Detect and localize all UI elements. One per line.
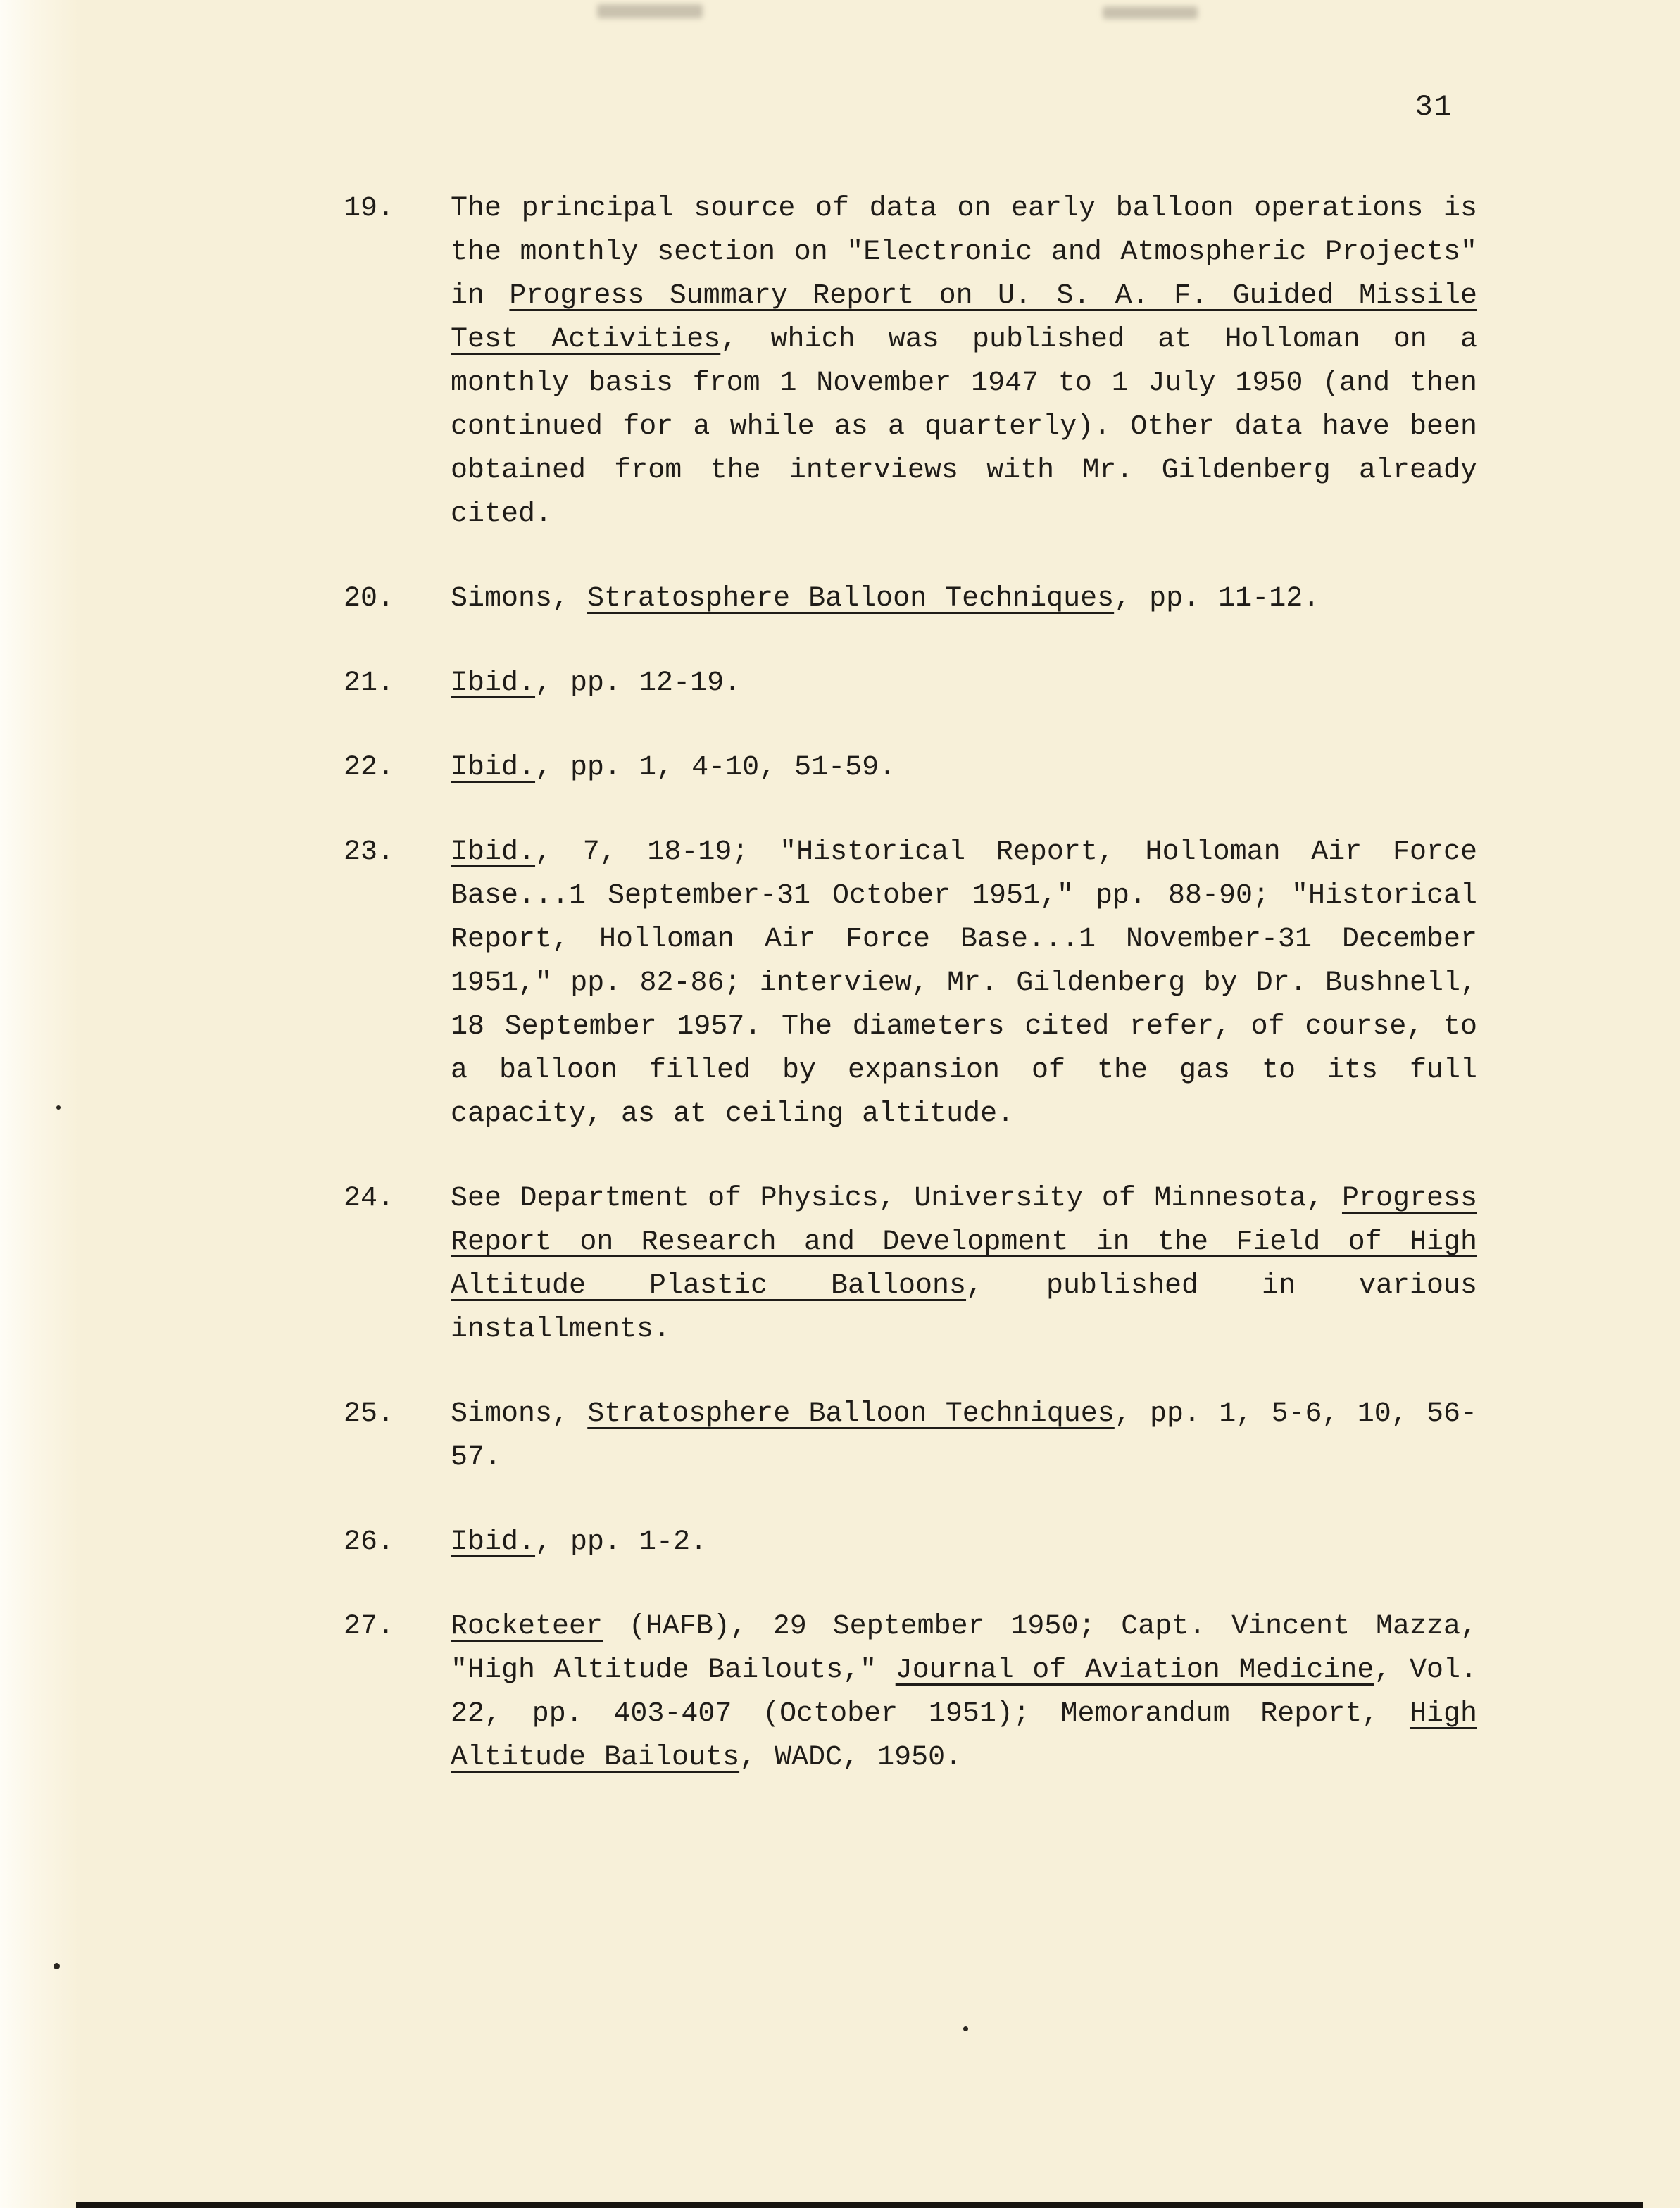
underlined-title: Rocketeer xyxy=(451,1611,603,1643)
underlined-title: Ibid. xyxy=(451,667,536,699)
page-number: 31 xyxy=(1415,90,1453,124)
underlined-title: Progress Report on Research and Development in the Field of High Altitude Plastic Balloons xyxy=(451,1183,1477,1302)
note-text xyxy=(451,1605,1477,1780)
note-segment: See Department of Physics, University of Minnesota, xyxy=(451,1183,1342,1215)
note-segment: Simons, xyxy=(451,1398,588,1430)
note-number: 19. xyxy=(344,193,395,225)
scan-smudge xyxy=(1103,6,1198,19)
note-text xyxy=(451,831,1477,1136)
notes-list xyxy=(344,187,1477,1821)
note-number: 21. xyxy=(344,667,395,699)
note-number: 23. xyxy=(344,836,395,868)
note-segment: , which was published at Holloman on a monthly basis from 1 November 1947 to 1 July 1950 (and then continued for a while as a quarterly). Other data have been obtained from the interviews with Mr. Gildenberg already cited. xyxy=(451,324,1477,530)
underlined-title: Stratosphere Balloon Techniques xyxy=(587,583,1115,615)
underlined-title: High Altitude Bailouts xyxy=(451,1698,1477,1774)
note-text xyxy=(451,1393,1477,1480)
note-item xyxy=(344,1177,1477,1352)
note-segment: (HAFB), 29 September 1950; Capt. Vincent Mazza, "High Altitude Bailouts," xyxy=(451,1611,1477,1686)
note-item xyxy=(344,746,1477,790)
note-text xyxy=(451,1177,1477,1352)
scan-speck xyxy=(54,1963,60,1969)
note-segment: , 7, 18-19; "Historical Report, Holloman Air Force Base...1 September-31 October 1951," pp. 88-90; "Historical Report, Holloman Air Force Base...1 November-31 December 1951," pp. 82-86; interview, Mr. Gildenberg by Dr. Bushnell, 18 September 1957. The diameters cited refer, of course, to a balloon filled by expansion of the gas to its full capacity, as at ceiling altitude. xyxy=(451,836,1477,1130)
scan-speck xyxy=(56,1105,61,1110)
note-segment: The principal source of data on early balloon operations is the monthly section on "Electronic and Atmospheric Projects" in xyxy=(451,193,1477,312)
note-text xyxy=(451,746,1477,790)
note-number: 22. xyxy=(344,752,395,784)
note-segment: , published in various installments. xyxy=(451,1270,1477,1346)
note-segment: , WADC, 1950. xyxy=(739,1742,963,1774)
note-number: 26. xyxy=(344,1526,395,1558)
note-segment: , pp. 1-2. xyxy=(535,1526,708,1558)
note-item xyxy=(344,1521,1477,1564)
note-item xyxy=(344,577,1477,621)
note-segment: , pp. 11-12. xyxy=(1114,583,1320,615)
note-item xyxy=(344,1393,1477,1480)
note-segment: , pp. 12-19. xyxy=(535,667,741,699)
note-segment: , pp. 1, 4-10, 51-59. xyxy=(535,752,896,784)
scan-speck xyxy=(963,2026,968,2031)
note-item xyxy=(344,1605,1477,1780)
note-text xyxy=(451,662,1477,705)
underlined-title: Ibid. xyxy=(451,1526,536,1558)
note-item xyxy=(344,662,1477,705)
note-number: 24. xyxy=(344,1183,395,1215)
note-segment: , Vol. 22, pp. 403-407 (October 1951); Memorandum Report, xyxy=(451,1655,1477,1730)
scan-bottom-edge xyxy=(76,2202,1643,2208)
underlined-title: Journal of Aviation Medicine xyxy=(895,1655,1374,1686)
note-text xyxy=(451,577,1477,621)
note-number: 25. xyxy=(344,1398,395,1430)
note-text xyxy=(451,187,1477,537)
underlined-title: Ibid. xyxy=(451,836,536,868)
note-number: 20. xyxy=(344,583,395,615)
note-text xyxy=(451,1521,1477,1564)
scan-smudge xyxy=(597,4,703,18)
note-item xyxy=(344,187,1477,537)
note-segment: , pp. 1, 5-6, 10, 56-57. xyxy=(451,1398,1477,1474)
underlined-title: Ibid. xyxy=(451,752,536,784)
note-number: 27. xyxy=(344,1611,395,1643)
underlined-title: Stratosphere Balloon Techniques xyxy=(587,1398,1115,1430)
scan-left-edge xyxy=(0,0,81,2208)
note-segment: Simons, xyxy=(451,583,588,615)
underlined-title: Progress Summary Report on U. S. A. F. Guided Missile Test Activities xyxy=(451,280,1477,356)
note-item xyxy=(344,831,1477,1136)
